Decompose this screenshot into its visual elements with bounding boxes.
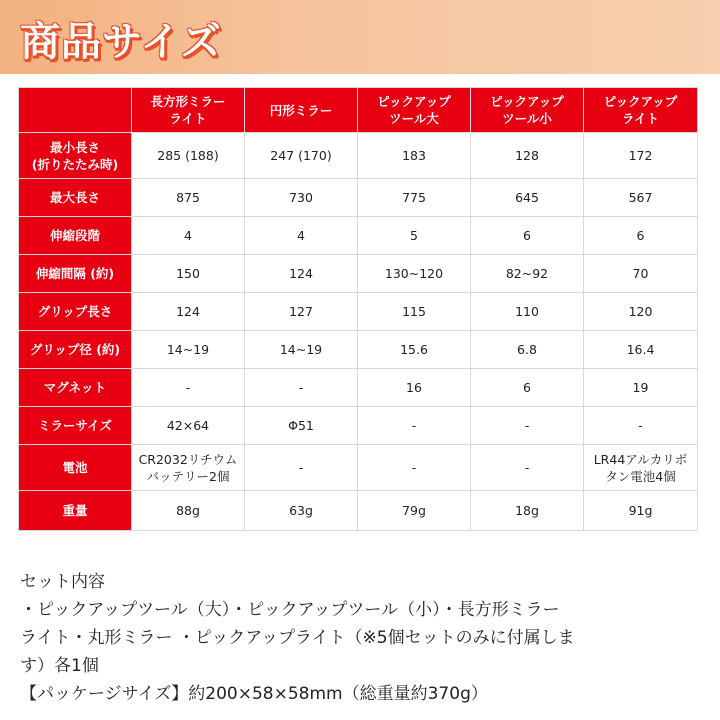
column-header: ピックアップ ツール大 xyxy=(358,88,471,133)
table-cell: 91g xyxy=(584,491,698,531)
table-cell: 6.8 xyxy=(471,331,584,369)
table-cell: - xyxy=(245,445,358,491)
row-header: グリップ長さ xyxy=(19,293,132,331)
table-row xyxy=(19,179,698,217)
table-cell: 19 xyxy=(584,369,698,407)
package-size-line: 【パッケージサイズ】約200×58×58mm（総重量約370g） xyxy=(20,684,488,704)
spec-table xyxy=(18,87,698,531)
table-cell: 42×64 xyxy=(132,407,245,445)
set-contents-line: す）各1個 xyxy=(20,656,99,676)
table-cell: 172 xyxy=(584,133,698,179)
table-cell: 82~92 xyxy=(471,255,584,293)
table-cell: Φ51 xyxy=(245,407,358,445)
column-header: 円形ミラー xyxy=(245,88,358,133)
table-cell: 63g xyxy=(245,491,358,531)
table-cell: 124 xyxy=(132,293,245,331)
table-cell: 247 (170) xyxy=(245,133,358,179)
table-row xyxy=(19,133,698,179)
table-cell: 6 xyxy=(471,369,584,407)
row-header: 最小長さ (折りたたみ時) xyxy=(19,133,132,179)
table-row xyxy=(19,255,698,293)
table-cell: 4 xyxy=(245,217,358,255)
table-row xyxy=(19,217,698,255)
table-cell: - xyxy=(358,445,471,491)
table-cell: 130~120 xyxy=(358,255,471,293)
table-cell: - xyxy=(471,445,584,491)
table-cell: 16.4 xyxy=(584,331,698,369)
table-cell: 6 xyxy=(471,217,584,255)
table-cell: 6 xyxy=(584,217,698,255)
table-cell: 4 xyxy=(132,217,245,255)
row-header: 重量 xyxy=(19,491,132,531)
set-contents-line: ・ピックアップツール（大）・ピックアップツール（小）・長方形ミラー xyxy=(20,600,560,620)
table-cell: CR2032リチウム バッテリー2個 xyxy=(132,445,245,491)
table-header-row xyxy=(19,88,698,133)
row-header: 伸縮段階 xyxy=(19,217,132,255)
table-row xyxy=(19,491,698,531)
set-contents xyxy=(20,568,710,708)
table-cell: 15.6 xyxy=(358,331,471,369)
row-header: ミラーサイズ xyxy=(19,407,132,445)
table-cell: 730 xyxy=(245,179,358,217)
column-header: ピックアップ ライト xyxy=(584,88,698,133)
table-cell: 567 xyxy=(584,179,698,217)
header-banner xyxy=(0,0,720,74)
table-cell: 183 xyxy=(358,133,471,179)
table-cell: 285 (188) xyxy=(132,133,245,179)
table-cell: 88g xyxy=(132,491,245,531)
row-header: 伸縮間隔 (約) xyxy=(19,255,132,293)
table-cell: 110 xyxy=(471,293,584,331)
table-cell: 79g xyxy=(358,491,471,531)
table-cell: - xyxy=(584,407,698,445)
column-header: ピックアップ ツール小 xyxy=(471,88,584,133)
table-cell: 775 xyxy=(358,179,471,217)
table-cell: 16 xyxy=(358,369,471,407)
set-contents-heading: セット内容 xyxy=(20,572,105,592)
table-cell: - xyxy=(245,369,358,407)
table-cell: 645 xyxy=(471,179,584,217)
table-cell: 18g xyxy=(471,491,584,531)
table-corner-cell xyxy=(19,88,132,133)
row-header: 電池 xyxy=(19,445,132,491)
table-cell: LR44アルカリボ タン電池4個 xyxy=(584,445,698,491)
table-row xyxy=(19,293,698,331)
table-cell: 875 xyxy=(132,179,245,217)
table-cell: 115 xyxy=(358,293,471,331)
table-cell: - xyxy=(132,369,245,407)
table-cell: - xyxy=(358,407,471,445)
table-row xyxy=(19,369,698,407)
table-cell: 127 xyxy=(245,293,358,331)
set-contents-line: ライト・丸形ミラー ・ピックアップライト（※5個セットのみに付属しま xyxy=(20,628,575,648)
table-cell: 128 xyxy=(471,133,584,179)
table-row xyxy=(19,331,698,369)
row-header: マグネット xyxy=(19,369,132,407)
table-cell: - xyxy=(471,407,584,445)
page-title: 商品サイズ xyxy=(20,19,222,65)
table-row xyxy=(19,407,698,445)
table-cell: 5 xyxy=(358,217,471,255)
table-cell: 120 xyxy=(584,293,698,331)
table-cell: 14~19 xyxy=(132,331,245,369)
table-cell: 14~19 xyxy=(245,331,358,369)
column-header: 長方形ミラー ライト xyxy=(132,88,245,133)
table-row xyxy=(19,445,698,491)
table-cell: 70 xyxy=(584,255,698,293)
table-cell: 124 xyxy=(245,255,358,293)
row-header: グリップ径 (約) xyxy=(19,331,132,369)
row-header: 最大長さ xyxy=(19,179,132,217)
table-cell: 150 xyxy=(132,255,245,293)
